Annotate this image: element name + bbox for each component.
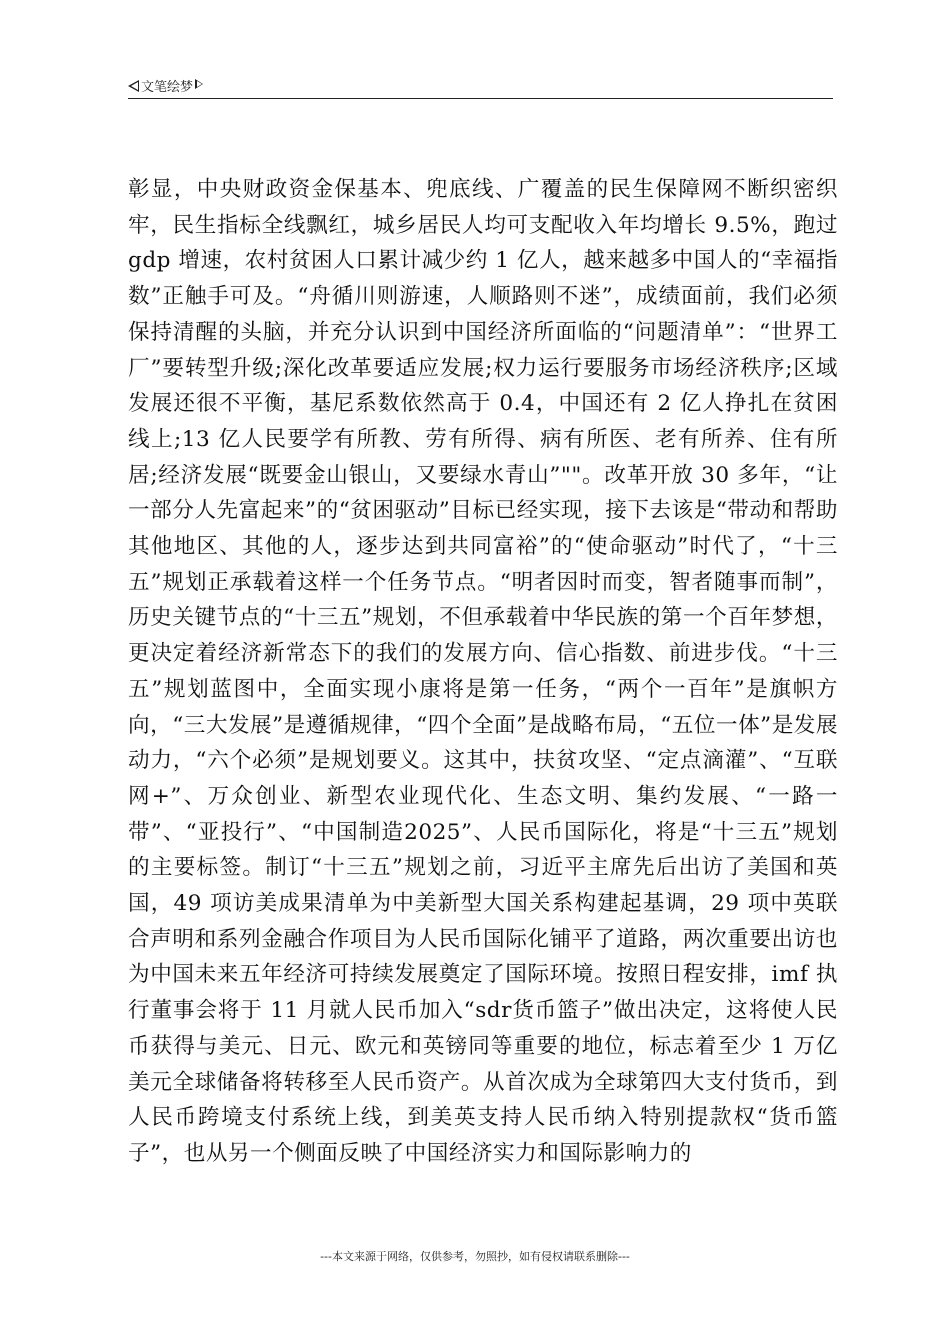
left-triangle-icon: [128, 80, 139, 92]
brand-text: 文笔绘梦: [141, 80, 194, 95]
right-triangle-icon: [195, 79, 203, 89]
page-header: [128, 74, 833, 99]
header-brand: [128, 76, 203, 95]
footer-notice: ---本文来源于网络，仅供参考，勿照抄，如有侵权请联系删除---: [320, 1250, 630, 1263]
body-paragraph: 彰显，中央财政资金保基本、兜底线、广覆盖的民生保障网不断织密织牢，民生指标全线飘红，城乡居民人均可支配收入年均增长 9.5%，跑过 gdp 增速，农村贫困人口累计减少约 1 亿人，越来越多中国人的“幸福指数”正触手可及。“舟循川则游速，人顺路则不迷”，成绩面前，我们必须保持清醒的头脑，并充分认识到中国经济所面临的“问题清单”：“世界工厂”要转型升级;深化改革要适应发展;权力运行要服务市场经济秩序;区域发展还很不平衡，基尼系数依然高于 0.4，中国还有 2 亿人挣扎在贫困线上;13 亿人民要学有所教、劳有所得、病有所医、老有所养、住有所居;经济发展“既要金山银山，又要绿水青山”""。改革开放 30 多年，“让一部分人先富起来”的“贫困驱动”目标已经实现，接下去该是“带动和帮助其他地区、其他的人，逐步达到共同富裕”的“使命驱动”时代了，“十三五”规划正承载着这样一个任务节点。“明者因时而变，智者随事而制”，历史关键节点的“十三五”规划，不但承载着中华民族的第一个百年梦想，更决定着经济新常态下的我们的发展方向、信心指数、前进步伐。“十三五”规划蓝图中，全面实现小康将是第一任务，“两个一百年”是旗帜方向，“三大发展”是遵循规律，“四个全面”是战略布局，“五位一体”是发展动力，“六个必须”是规划要义。这其中，扶贫攻坚、“定点滴灌”、“互联网+”、万众创业、新型农业现代化、生态文明、集约发展、“一路一带”、“亚投行”、“中国制造2025”、人民币国际化，将是“十三五”规划的主要标签。制订“十三五”规划之前，习近平主席先后出访了美国和英国，49 项访美成果清单为中美新型大国关系构建起基调，29 项中英联合声明和系列金融合作项目为人民币国际化铺平了道路，两次重要出访也为中国未来五年经济可持续发展奠定了国际环境。按照日程安排，imf 执行董事会将于 11 月就人民币加入“sdr货币篮子”做出决定，这将使人民币获得与美元、日元、欧元和英镑同等重要的地位，标志着至少 1 万亿美元全球储备将转移至人民币资产。从首次成为全球第四大支付货币，到人民币跨境支付系统上线，到美英支持人民币纳入特别提款权“货币篮子”，也从另一个侧面反映了中国经济实力和国际影响力的: [128, 177, 838, 1166]
